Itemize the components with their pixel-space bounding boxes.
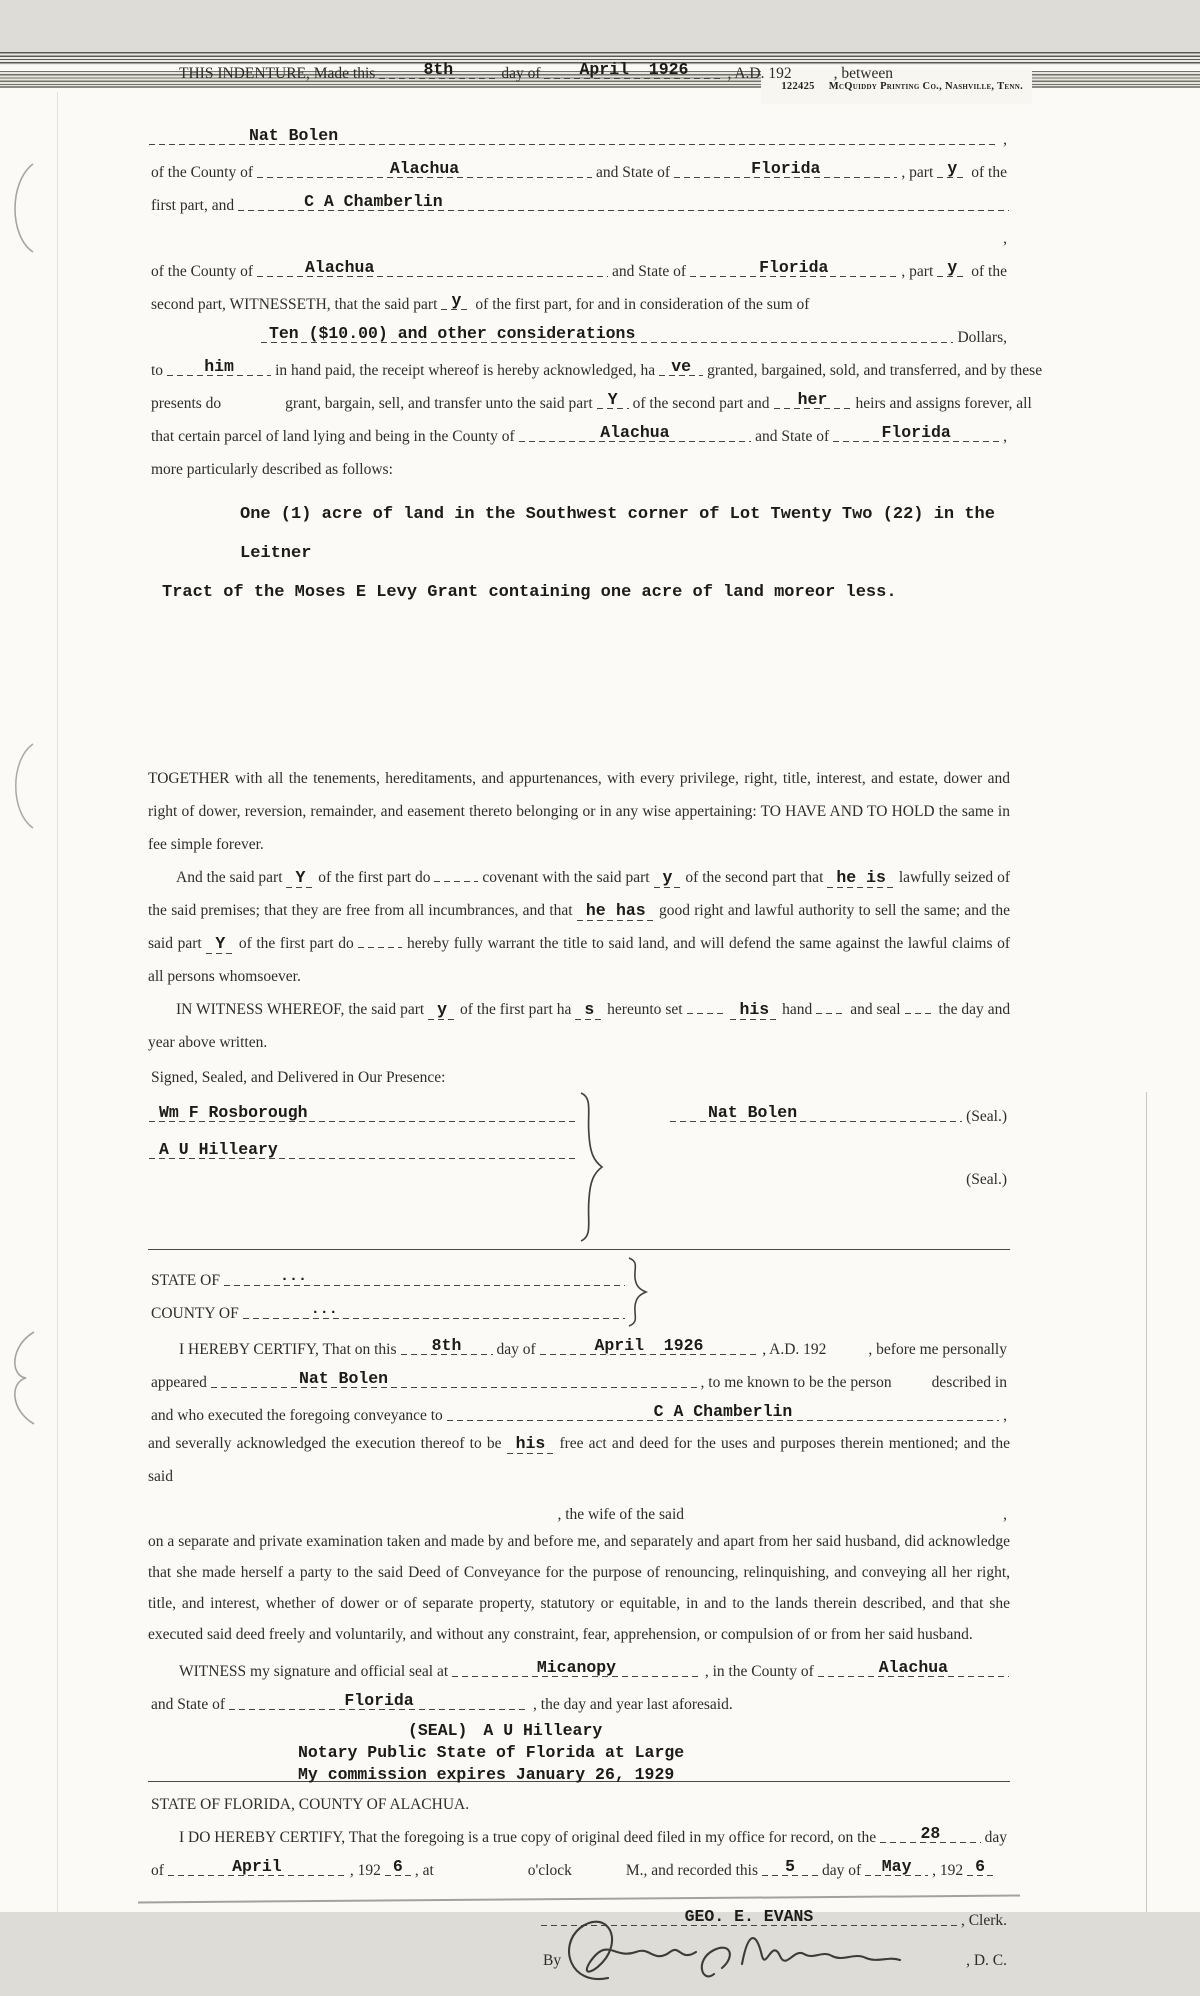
conveyance-row [148, 1394, 1010, 1427]
grantee-name-row [148, 184, 1010, 217]
recording-date-row [148, 1849, 1010, 1882]
print-segment: to [151, 362, 164, 379]
notary-block [148, 1718, 1010, 1784]
habendum-covenant-paragraph [148, 861, 1010, 993]
signer-row [669, 1154, 1010, 1191]
typed-entry-place: Micanopy [536, 1657, 617, 1677]
typed-entry: he has [577, 901, 655, 921]
typed-fill-state-dots [224, 1269, 625, 1286]
printer-name: McQuiddy Printing Co., Nashville, Tenn. [828, 81, 1023, 92]
typed-entry-party: y [947, 257, 958, 277]
print-segment: I DO HEREBY CERTIFY, That the foregoing is a true copy of original deed filed in my office for record, on the [179, 1829, 877, 1846]
opening-line-made [148, 52, 1010, 85]
print-segment: hereunto set [607, 1001, 683, 1018]
print-segment: and State of [151, 1696, 226, 1713]
print-segment: of the first part ha [460, 1001, 572, 1018]
seal-label [1004, 1760, 1010, 1762]
print-segment: described in [931, 1374, 1007, 1391]
scan-artifact-right-fold [1146, 1092, 1147, 1912]
deed-body [148, 52, 1043, 1972]
property-description [148, 495, 1010, 612]
print-segment: day [984, 1829, 1007, 1846]
blank-row [148, 85, 1010, 118]
witness-row [148, 1165, 578, 1202]
typed-fill-county [257, 259, 608, 277]
typed-entry: April 1926 [579, 59, 689, 79]
section-rule [148, 1249, 1010, 1250]
print-segment: of the first part do [238, 935, 354, 952]
typed-fill-grantor [149, 127, 999, 145]
typed-entry: April 1926 [594, 1335, 704, 1355]
examination-paragraph [148, 1526, 1010, 1650]
typed-fill-party [937, 259, 967, 277]
parcel-row [148, 415, 1010, 448]
print-segment: lawfully seized of the said premises; that they are free from all incumbrances, and that [148, 869, 1010, 919]
print-segment: STATE OF [151, 1272, 220, 1289]
print-segment: , [1003, 428, 1007, 445]
typed-entry-notary-name: A U Hilleary [483, 1720, 603, 1740]
typed-fill-county [257, 160, 592, 178]
typed-entry-consideration: Ten ($10.00) and other considerations [269, 323, 636, 343]
typed-entry: him [204, 356, 234, 376]
print-segment: , A.D. 192 [762, 1341, 827, 1358]
typed-fill-ve [659, 358, 703, 376]
typed-fill-party [597, 391, 629, 409]
print-segment: heirs and assigns forever, all [855, 395, 1032, 412]
print-segment: , A.D. 192 [727, 65, 792, 82]
print-segment: and State of [612, 263, 687, 280]
print-segment: of the second part and [632, 395, 770, 412]
wife-row [148, 1493, 1010, 1526]
print-segment: more particularly described as follows: [151, 461, 393, 478]
typed-entry: he is [827, 868, 895, 888]
print-segment: of the first part, for and in consideration of the sum of [475, 296, 810, 313]
typed-fill-signer [670, 1104, 962, 1122]
witness-brace [578, 1091, 614, 1243]
typed-fill-day [379, 61, 497, 79]
blank-line [816, 1002, 846, 1014]
typed-entry-party: y [654, 868, 682, 888]
typed-fill-witness2 [149, 1141, 577, 1159]
typed-fill-clerk-name [541, 1908, 957, 1926]
print-segment: IN WITNESS WHEREOF, the said part [176, 1001, 425, 1018]
typed-entry: his [730, 1000, 778, 1020]
transfer-row [148, 382, 1032, 415]
typed-fill-place [452, 1659, 701, 1677]
typed-entry-conveyee: C A Chamberlin [653, 1401, 793, 1421]
print-segment: TOGETHER with all the tenements, hereditaments, and appurtenances, with every privilege, right, title, interest, and estate, dower and right of dower, reversion, remainder, and easement thereto belonging or in any wise appertaining: TO HAVE AND TO HOLD the same in fee simple forever. [148, 770, 1010, 853]
typed-fill-file-month [168, 1858, 346, 1876]
typed-entry-signer-name: Nat Bolen [708, 1102, 798, 1122]
print-segment: and State of [755, 428, 830, 445]
print-segment: STATE OF FLORIDA, COUNTY OF ALACHUA. [151, 1796, 470, 1813]
typed-entry: ve [671, 356, 691, 376]
typed-entry: 8th [431, 1335, 462, 1355]
typed-fill-rec-day [762, 1858, 818, 1876]
print-segment: , 192 [932, 1862, 964, 1879]
print-segment: presents do [151, 395, 222, 412]
print-segment: first part, and [151, 197, 235, 214]
print-segment: THIS INDENTURE, Made this [179, 65, 376, 82]
typed-entry: ... [310, 1301, 338, 1319]
typed-entry-seal-caps: (SEAL) [408, 1720, 468, 1740]
notary-commission-line [148, 1762, 1010, 1784]
scan-artifact-left-edge [57, 92, 58, 1912]
typed-fill-state [229, 1692, 529, 1710]
print-segment: , [1003, 1506, 1007, 1523]
print-segment: of the second part that [685, 869, 824, 886]
typed-entry-witness-name: Wm F Rosborough [159, 1102, 308, 1122]
typed-entry-grantor-name: Nat Bolen [249, 125, 339, 145]
typed-fill-her [774, 391, 852, 409]
consideration-row [148, 316, 1010, 349]
signature-block [148, 1091, 1010, 1243]
print-segment: And the said part [176, 869, 283, 886]
print-segment: , in the County of [704, 1663, 814, 1680]
state-of-row [148, 1259, 626, 1292]
typed-entry-witness-name: A U Hilleary [159, 1139, 278, 1159]
typed-entry: 8th [423, 59, 454, 79]
signer-column [614, 1091, 1010, 1243]
print-segment: WITNESS my signature and official seal at [179, 1663, 449, 1680]
print-segment: in hand paid, the receipt whereof is hereby acknowledged, ha [275, 362, 656, 379]
typed-entry-party: y [947, 158, 958, 178]
print-segment: , part [901, 263, 934, 280]
scan-artifact-curl-3 [6, 1330, 38, 1426]
typed-fill-county-dots [243, 1302, 625, 1319]
print-segment: , between [833, 65, 893, 82]
typed-entry-county: Alachua [389, 158, 460, 178]
typed-fill-rec-month [865, 1858, 928, 1876]
typed-entry-state: Florida [881, 422, 951, 442]
scanned-deed-page [0, 52, 1200, 1969]
print-segment: good right and lawful authority to sell the same; and the said part [148, 902, 1011, 952]
blank-line [358, 936, 402, 948]
blank-line [434, 870, 478, 882]
deputy-row [540, 1932, 1010, 1972]
typed-fill-party [441, 292, 471, 310]
venue-block [148, 1256, 1010, 1328]
property-description-line1: One (1) acre of land in the Southwest corner of Lot Twenty Two (22) in the Leitner [240, 505, 995, 563]
typed-entry-county: Alachua [600, 422, 670, 442]
print-segment: and severally acknowledged the execution thereof to be [148, 1435, 502, 1452]
clerk-name-row [540, 1896, 1010, 1932]
typed-entry: s [575, 1000, 603, 1020]
print-segment: , at [414, 1862, 434, 1879]
print-segment: day of [501, 65, 541, 82]
witnesseth-row [148, 283, 1010, 316]
clerk-block [540, 1896, 1010, 1972]
print-segment: , the wife of the said [557, 1506, 684, 1523]
county-of-row [148, 1292, 626, 1325]
typed-entry-party: y [451, 290, 462, 310]
venue-lines [148, 1259, 626, 1325]
typed-entry: 6 [392, 1856, 403, 1876]
print-segment: that certain parcel of land lying and being in the County of [151, 428, 515, 445]
seal-state-row [148, 1683, 1010, 1716]
print-segment: I HEREBY CERTIFY, That on this [179, 1341, 397, 1358]
print-segment: , [1003, 1407, 1007, 1424]
typed-entry-state: Florida [751, 158, 821, 178]
blank-line [905, 1002, 935, 1014]
typed-fill-consideration [261, 325, 953, 343]
typed-fill-state [674, 160, 897, 178]
print-segment: By [543, 1952, 562, 1969]
typed-fill-file-year [385, 1858, 411, 1876]
typed-fill-state [690, 259, 897, 277]
print-segment: the day and year above written. [148, 1001, 1011, 1051]
habendum-together-paragraph [148, 762, 1010, 861]
print-segment: second part, WITNESSETH, that the said part [151, 296, 438, 313]
typed-entry-county: Alachua [878, 1657, 949, 1677]
typed-entry: his [507, 1434, 555, 1454]
appeared-row [148, 1361, 1010, 1394]
seal-label: (Seal.) [966, 1171, 1007, 1188]
typed-entry-party: Y [607, 389, 618, 409]
print-segment: of the County of [151, 164, 254, 181]
witness-row [148, 1128, 578, 1165]
typed-entry: 6 [975, 1856, 985, 1876]
typed-entry-clerk-name: GEO. E. EVANS [684, 1906, 814, 1926]
typed-entry: 28 [920, 1823, 941, 1843]
witness-row [148, 1091, 578, 1128]
print-segment: o'clock [527, 1862, 572, 1879]
print-segment: of [151, 1862, 164, 1879]
seal-label: (Seal.) [966, 1108, 1007, 1125]
typed-fill-county [519, 424, 751, 442]
print-segment: free act and deed for the uses and purposes therein mentioned; and the said [148, 1435, 1011, 1485]
typed-fill-rec-year [967, 1858, 993, 1876]
print-segment: , part [901, 164, 934, 181]
typed-entry-grantee-name: C A Chamberlin [304, 191, 443, 211]
grantor-name-row [148, 118, 1010, 151]
signer-row [669, 1091, 1010, 1128]
print-segment: , 192 [349, 1862, 381, 1879]
typed-fill-month-year [540, 1337, 759, 1355]
print-segment: and State of [596, 164, 671, 181]
typed-entry-notary-title: Notary Public State of Florida at Large [298, 1742, 685, 1762]
witness-column [148, 1091, 578, 1243]
print-segment: Signed, Sealed, and Delivered in Our Presence: [151, 1069, 446, 1086]
print-segment: granted, bargained, sold, and transferred, and by these [707, 362, 1043, 379]
recording-heading-row [148, 1786, 1010, 1816]
print-segment: of the first part do [318, 869, 431, 886]
blank-space [148, 612, 1010, 762]
printer-job-number: 122425 [781, 81, 815, 92]
print-segment: of the [971, 263, 1007, 280]
print-segment: , to me known to be the person [700, 1374, 892, 1391]
print-segment: and seal [850, 1001, 901, 1018]
print-segment: M., and recorded this [625, 1862, 759, 1879]
typed-entry: April [232, 1856, 282, 1876]
print-segment: of the County of [151, 263, 254, 280]
typed-entry-person: Nat Bolen [298, 1368, 389, 1388]
print-segment: , [1003, 131, 1007, 148]
typed-fill-month-year [544, 61, 723, 79]
typed-fill-party [937, 160, 967, 178]
typed-entry: May [881, 1856, 912, 1876]
typed-fill-him [167, 358, 271, 376]
typed-entry-county: Alachua [305, 257, 375, 277]
scan-artifact-curl-2 [6, 742, 36, 830]
typed-entry-party: y [428, 1000, 456, 1020]
print-segment: on a separate and private examination taken and made by and before me, and separately and apart from her said husband, did acknowledge that she made herself a party to the said Deed of Conveyance for the purpose of renouncing, relinquishing, and conveying all her right, title, and interest, whether of dower or of separate property, statutory or equitable, in and to the lands therein described, and that she executed said deed freely and voluntarily, and without any constraint, fear, apprehension, or compulsion of or from her said husband. [148, 1533, 1010, 1643]
print-segment: day of [496, 1341, 536, 1358]
typed-entry: 5 [785, 1856, 795, 1876]
print-segment: , the day and year last aforesaid. [533, 1696, 733, 1713]
print-segment: covenant with the said part [482, 869, 650, 886]
typed-entry-party: Y [286, 868, 314, 888]
brace-icon [626, 1256, 648, 1328]
print-segment: of the [971, 164, 1007, 181]
acknowledged-paragraph [148, 1427, 1010, 1493]
brace-icon [578, 1091, 604, 1243]
typed-fill-person [211, 1370, 697, 1388]
grantor-county-row [148, 151, 1010, 184]
typed-fill-file-day [880, 1825, 980, 1843]
typed-entry-state: Florida [759, 257, 829, 277]
print-segment: appeared [151, 1374, 207, 1391]
print-segment: Dollars, [957, 329, 1007, 346]
print-segment: day of [822, 1862, 862, 1879]
print-segment: hand [782, 1001, 813, 1018]
typed-fill-county [818, 1659, 1009, 1677]
typed-fill-conveyee [447, 1403, 999, 1421]
receipt-row [148, 349, 1043, 382]
print-segment: hereby fully warrant the title to said land, and will defend the same against the lawful claims of all persons whomsoever. [148, 935, 1011, 985]
print-segment: , D. C. [966, 1952, 1007, 1969]
notary-title-line [148, 1740, 1010, 1762]
print-segment: , before me personally [868, 1341, 1007, 1358]
blank-row [148, 217, 1010, 250]
print-segment: , [1003, 230, 1007, 247]
testimonium-paragraph [148, 993, 1010, 1059]
presence-row [148, 1059, 1010, 1089]
notary-seal-line [148, 1718, 1010, 1740]
print-segment: , Clerk. [960, 1912, 1007, 1929]
blank-line [687, 1002, 727, 1014]
print-segment: grant, bargain, sell, and transfer unto the said part [285, 395, 593, 412]
ack-certify-row [148, 1328, 1010, 1361]
typed-entry-state: Florida [344, 1690, 414, 1710]
typed-fill-grantee [238, 193, 1009, 211]
typed-fill-state [833, 424, 999, 442]
print-segment: COUNTY OF [151, 1305, 239, 1322]
typed-entry-commission: My commission expires January 26, 1929 [298, 1764, 675, 1784]
witness-row [148, 1202, 578, 1239]
grantee-county-row [148, 250, 1010, 283]
print-segment: and who executed the foregoing conveyance to [151, 1407, 443, 1424]
scan-artifact-curl-1 [6, 162, 36, 254]
described-row [148, 448, 1010, 481]
typed-fill-witness1 [149, 1104, 577, 1122]
property-description-line2: Tract of the Moses E Levy Grant containing one acre of land moreor less. [162, 583, 897, 602]
witness-seal-row [148, 1650, 1010, 1683]
blank-space [669, 1128, 1010, 1154]
typed-entry-party: Y [206, 934, 234, 954]
typed-entry: ... [279, 1268, 307, 1286]
typed-fill-day [401, 1337, 493, 1355]
recording-certify-row [148, 1816, 1010, 1849]
typed-entry: her [797, 389, 828, 409]
